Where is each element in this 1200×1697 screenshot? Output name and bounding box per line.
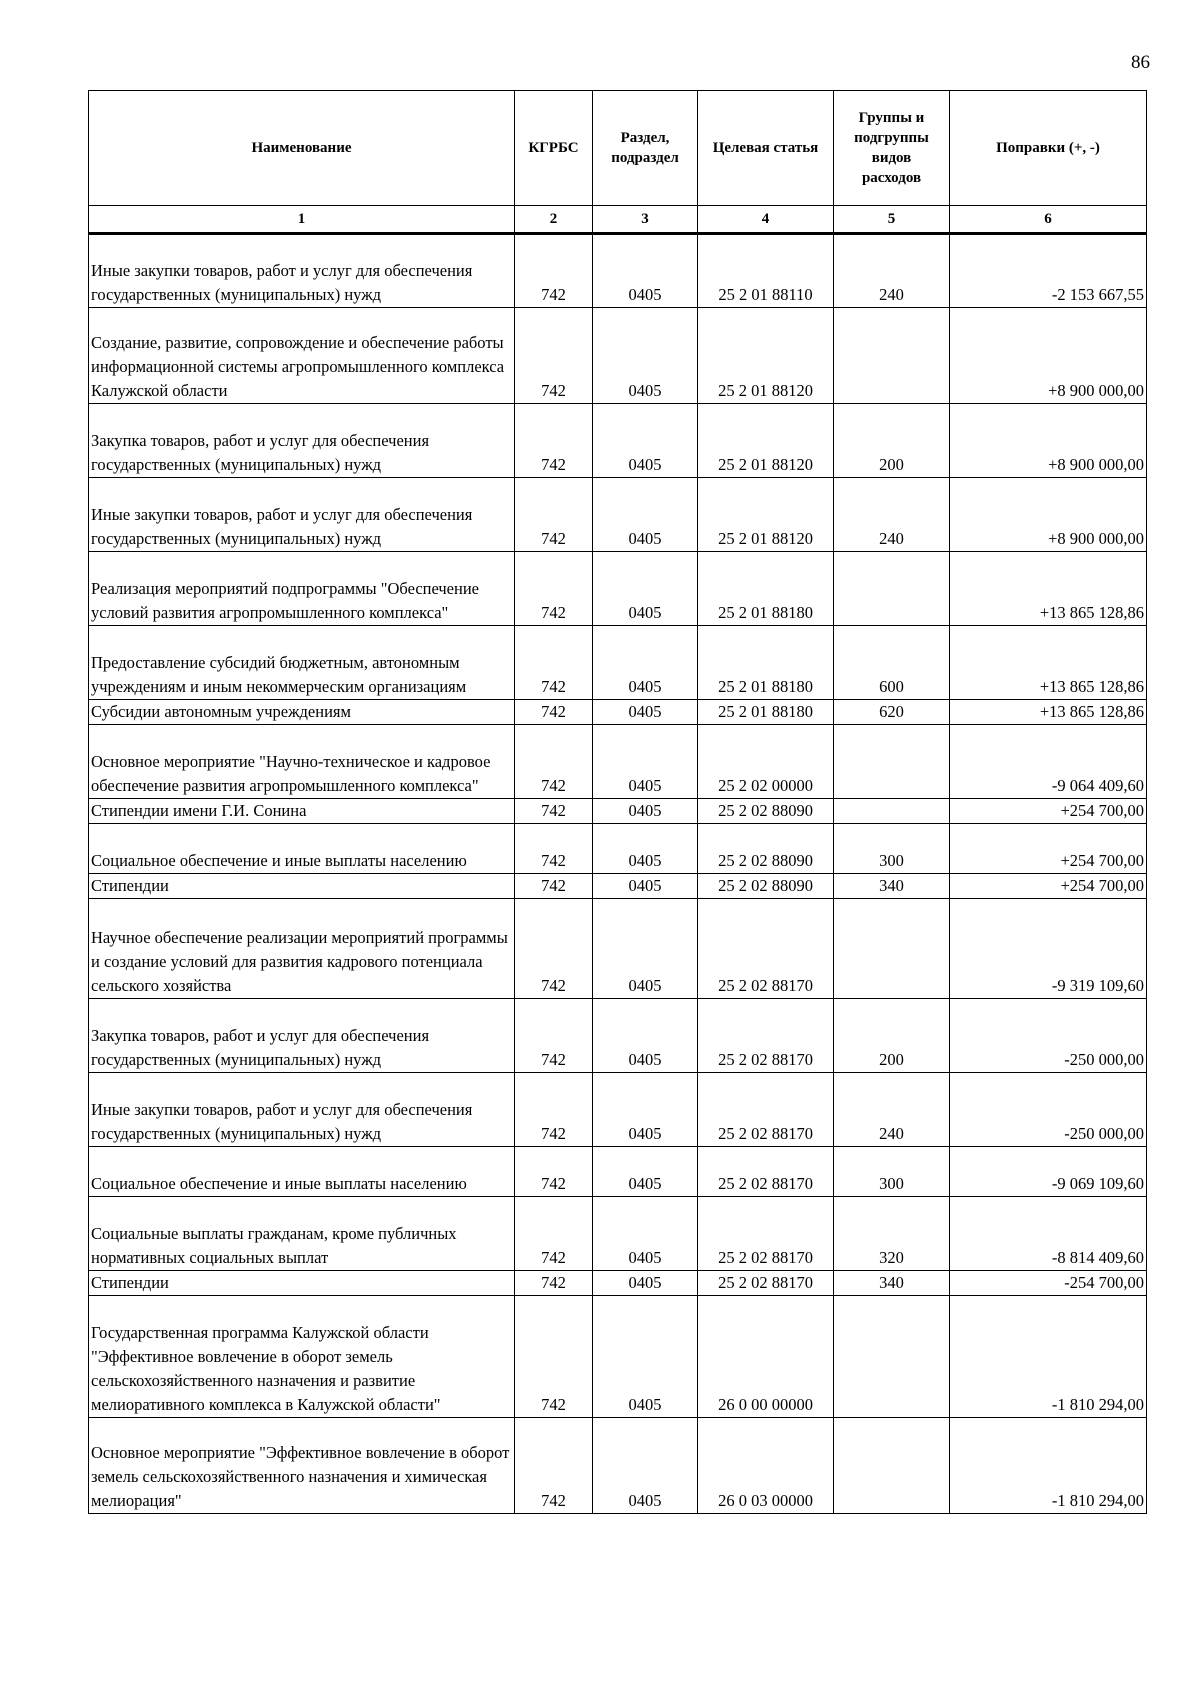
row-target: 25 2 02 88170	[698, 899, 834, 999]
row-kgrbs: 742	[515, 874, 593, 899]
row-name: Закупка товаров, работ и услуг для обеспечения государственных (муниципальных) нужд	[89, 999, 515, 1073]
row-group: 600	[834, 626, 950, 700]
row-name: Создание, развитие, сопровождение и обеспечение работы информационной системы агропромышленного комплекса Калужской области	[89, 308, 515, 404]
table-row	[89, 1271, 1147, 1296]
table-row	[89, 1073, 1147, 1147]
col-header-groups: Группы и подгруппы видов расходов	[834, 91, 950, 206]
row-name: Реализация мероприятий подпрограммы "Обеспечение условий развития агропромышленного комплекса"	[89, 552, 515, 626]
row-amount: +8 900 000,00	[950, 478, 1147, 552]
row-name: Субсидии автономным учреждениям	[89, 700, 515, 725]
row-target: 25 2 02 88170	[698, 1197, 834, 1271]
row-section: 0405	[593, 700, 698, 725]
row-name: Государственная программа Калужской области "Эффективное вовлечение в оборот земель сельскохозяйственного назначения и развитие мелиоративного комплекса в Калужской области"	[89, 1296, 515, 1418]
row-target: 26 0 03 00000	[698, 1418, 834, 1514]
table-row	[89, 824, 1147, 874]
row-kgrbs: 742	[515, 799, 593, 824]
row-name: Иные закупки товаров, работ и услуг для обеспечения государственных (муниципальных) нужд	[89, 478, 515, 552]
row-name: Предоставление субсидий бюджетным, автономным учреждениям и иным некоммерческим организациям	[89, 626, 515, 700]
row-kgrbs: 742	[515, 1073, 593, 1147]
row-target: 25 2 02 88090	[698, 799, 834, 824]
table-row	[89, 999, 1147, 1073]
row-amount: -1 810 294,00	[950, 1418, 1147, 1514]
table-row	[89, 1418, 1147, 1514]
row-amount: +254 700,00	[950, 799, 1147, 824]
row-target: 25 2 02 88170	[698, 1147, 834, 1197]
row-amount: -250 000,00	[950, 1073, 1147, 1147]
table-row	[89, 234, 1147, 308]
row-group	[834, 1418, 950, 1514]
row-section: 0405	[593, 1418, 698, 1514]
row-kgrbs: 742	[515, 626, 593, 700]
table-row	[89, 552, 1147, 626]
row-section: 0405	[593, 626, 698, 700]
row-section: 0405	[593, 874, 698, 899]
row-group: 340	[834, 1271, 950, 1296]
row-group: 300	[834, 1147, 950, 1197]
row-amount: -9 319 109,60	[950, 899, 1147, 999]
table-row	[89, 700, 1147, 725]
row-group: 200	[834, 999, 950, 1073]
row-name: Социальные выплаты гражданам, кроме публичных нормативных социальных выплат	[89, 1197, 515, 1271]
row-group: 240	[834, 1073, 950, 1147]
row-target: 25 2 02 00000	[698, 725, 834, 799]
row-amount: +8 900 000,00	[950, 308, 1147, 404]
col-number: 1	[89, 206, 515, 234]
row-amount: +8 900 000,00	[950, 404, 1147, 478]
table-row	[89, 478, 1147, 552]
row-group: 240	[834, 478, 950, 552]
row-kgrbs: 742	[515, 1197, 593, 1271]
row-target: 25 2 02 88170	[698, 999, 834, 1073]
table-row	[89, 1296, 1147, 1418]
row-target: 25 2 01 88180	[698, 626, 834, 700]
row-amount: +13 865 128,86	[950, 626, 1147, 700]
col-number: 6	[950, 206, 1147, 234]
row-name: Основное мероприятие "Научно-техническое и кадровое обеспечение развития агропромышленного комплекса"	[89, 725, 515, 799]
table-row	[89, 308, 1147, 404]
row-group	[834, 1296, 950, 1418]
row-target: 25 2 01 88120	[698, 404, 834, 478]
table-row	[89, 874, 1147, 899]
row-kgrbs: 742	[515, 1296, 593, 1418]
row-amount: -9 064 409,60	[950, 725, 1147, 799]
row-section: 0405	[593, 1296, 698, 1418]
col-number: 2	[515, 206, 593, 234]
row-kgrbs: 742	[515, 899, 593, 999]
row-section: 0405	[593, 1197, 698, 1271]
row-group: 300	[834, 824, 950, 874]
row-section: 0405	[593, 234, 698, 308]
row-amount: -2 153 667,55	[950, 234, 1147, 308]
table-row	[89, 799, 1147, 824]
row-group	[834, 799, 950, 824]
row-section: 0405	[593, 824, 698, 874]
row-kgrbs: 742	[515, 1418, 593, 1514]
table-row	[89, 899, 1147, 999]
row-group: 240	[834, 234, 950, 308]
row-section: 0405	[593, 404, 698, 478]
row-kgrbs: 742	[515, 1271, 593, 1296]
table-row	[89, 626, 1147, 700]
row-target: 25 2 02 88170	[698, 1073, 834, 1147]
col-number: 3	[593, 206, 698, 234]
row-target: 25 2 02 88170	[698, 1271, 834, 1296]
row-group	[834, 899, 950, 999]
row-group	[834, 308, 950, 404]
row-section: 0405	[593, 725, 698, 799]
row-target: 25 2 01 88180	[698, 552, 834, 626]
table-row	[89, 1147, 1147, 1197]
page-number: 86	[1131, 52, 1150, 73]
column-number-row	[89, 206, 1147, 234]
row-amount: -254 700,00	[950, 1271, 1147, 1296]
row-section: 0405	[593, 552, 698, 626]
row-amount: +254 700,00	[950, 874, 1147, 899]
row-kgrbs: 742	[515, 700, 593, 725]
row-kgrbs: 742	[515, 1147, 593, 1197]
row-target: 25 2 02 88090	[698, 824, 834, 874]
row-group: 320	[834, 1197, 950, 1271]
row-amount: -8 814 409,60	[950, 1197, 1147, 1271]
row-section: 0405	[593, 899, 698, 999]
row-name: Стипендии	[89, 1271, 515, 1296]
col-header-name: Наименование	[89, 91, 515, 206]
row-group	[834, 725, 950, 799]
row-section: 0405	[593, 1073, 698, 1147]
col-header-kgrbs: КГРБС	[515, 91, 593, 206]
row-target: 25 2 01 88110	[698, 234, 834, 308]
row-group: 340	[834, 874, 950, 899]
row-group	[834, 552, 950, 626]
row-section: 0405	[593, 799, 698, 824]
row-name: Иные закупки товаров, работ и услуг для обеспечения государственных (муниципальных) нужд	[89, 234, 515, 308]
row-target: 25 2 01 88120	[698, 308, 834, 404]
row-section: 0405	[593, 308, 698, 404]
table-row	[89, 404, 1147, 478]
row-name: Стипендии	[89, 874, 515, 899]
row-target: 25 2 01 88180	[698, 700, 834, 725]
row-kgrbs: 742	[515, 478, 593, 552]
row-group: 200	[834, 404, 950, 478]
row-amount: +13 865 128,86	[950, 552, 1147, 626]
row-kgrbs: 742	[515, 999, 593, 1073]
col-number: 5	[834, 206, 950, 234]
row-amount: -9 069 109,60	[950, 1147, 1147, 1197]
row-section: 0405	[593, 1271, 698, 1296]
row-group: 620	[834, 700, 950, 725]
row-kgrbs: 742	[515, 725, 593, 799]
row-amount: +13 865 128,86	[950, 700, 1147, 725]
row-name: Социальное обеспечение и иные выплаты населению	[89, 1147, 515, 1197]
row-kgrbs: 742	[515, 552, 593, 626]
row-section: 0405	[593, 478, 698, 552]
row-target: 25 2 01 88120	[698, 478, 834, 552]
row-kgrbs: 742	[515, 308, 593, 404]
row-name: Социальное обеспечение и иные выплаты населению	[89, 824, 515, 874]
row-amount: +254 700,00	[950, 824, 1147, 874]
row-name: Научное обеспечение реализации мероприятий программы и создание условий для развития кадрового потенциала сельского хозяйства	[89, 899, 515, 999]
row-name: Основное мероприятие "Эффективное вовлечение в оборот земель сельскохозяйственного назначения и химическая мелиорация"	[89, 1418, 515, 1514]
col-header-target: Целевая статья	[698, 91, 834, 206]
row-target: 25 2 02 88090	[698, 874, 834, 899]
table-row	[89, 1197, 1147, 1271]
col-header-section: Раздел, подраздел	[593, 91, 698, 206]
row-kgrbs: 742	[515, 824, 593, 874]
row-amount: -250 000,00	[950, 999, 1147, 1073]
row-kgrbs: 742	[515, 404, 593, 478]
row-amount: -1 810 294,00	[950, 1296, 1147, 1418]
row-name: Закупка товаров, работ и услуг для обеспечения государственных (муниципальных) нужд	[89, 404, 515, 478]
budget-amendments-table	[88, 90, 1147, 1514]
table-header-row	[89, 91, 1147, 206]
col-number: 4	[698, 206, 834, 234]
row-section: 0405	[593, 1147, 698, 1197]
row-section: 0405	[593, 999, 698, 1073]
row-kgrbs: 742	[515, 234, 593, 308]
table-row	[89, 725, 1147, 799]
row-target: 26 0 00 00000	[698, 1296, 834, 1418]
row-name: Стипендии имени Г.И. Сонина	[89, 799, 515, 824]
col-header-amount: Поправки (+, -)	[950, 91, 1147, 206]
row-name: Иные закупки товаров, работ и услуг для обеспечения государственных (муниципальных) нужд	[89, 1073, 515, 1147]
